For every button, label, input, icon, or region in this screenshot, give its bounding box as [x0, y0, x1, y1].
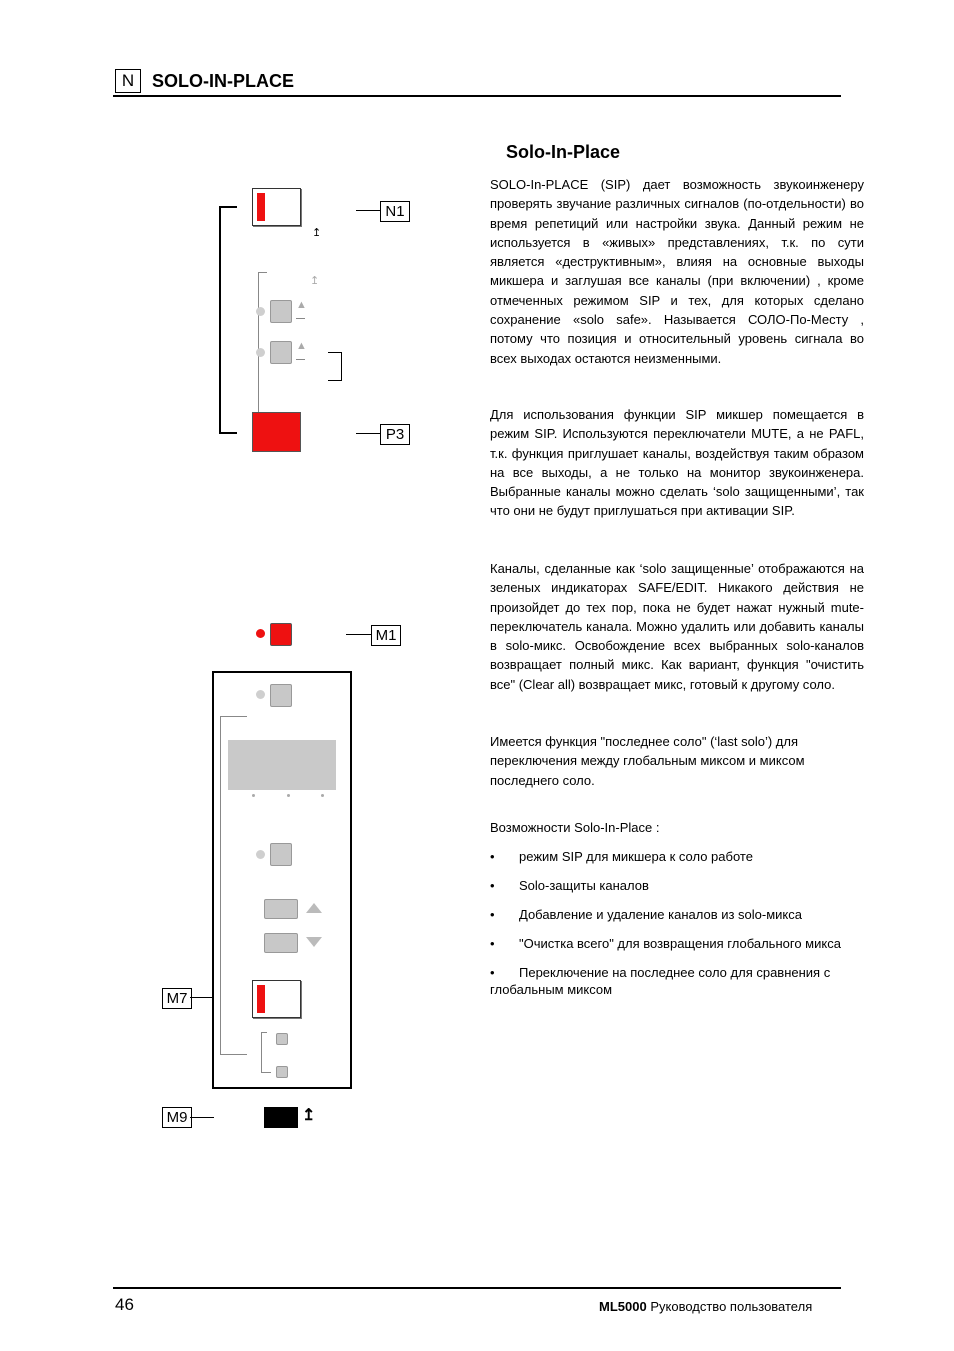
- person-icon-2: ▲: [296, 340, 307, 352]
- scroll-up-button[interactable]: [264, 899, 298, 919]
- section-heading: Solo-In-Place: [506, 142, 621, 162]
- bullet-icon: •: [490, 878, 495, 893]
- shift-arrow-icon: ↥: [312, 227, 322, 239]
- sip-master-button[interactable]: [270, 623, 292, 646]
- product-name: ML5000: [599, 1299, 647, 1314]
- small-bracket-right: [341, 352, 342, 381]
- panel-bracket-bottom: [220, 1054, 247, 1055]
- p3-leader-line: [356, 433, 380, 434]
- sip-mode-button[interactable]: [252, 188, 301, 226]
- footer-doc-title: [599, 1298, 812, 1316]
- display-dot-3: [321, 794, 324, 797]
- shift-arrow-bold-icon: ↥: [302, 1107, 316, 1124]
- scroll-down-button[interactable]: [264, 933, 298, 953]
- bullet-icon: •: [490, 907, 495, 922]
- inner-bracket-left: [258, 272, 259, 412]
- mini-bracket-bottom: [261, 1072, 271, 1073]
- panel-bracket-left: [220, 716, 221, 1054]
- channel-display: [228, 740, 336, 790]
- feature-text: Добавление и удаление каналов из solo-микса: [519, 907, 802, 922]
- shift-arrow-faded-icon: ↥: [310, 275, 320, 287]
- section-title: SOLO-IN-PLACE: [152, 71, 294, 91]
- list-item: [490, 935, 864, 952]
- person-icon: ▲: [296, 299, 307, 311]
- feature-text: "Очистка всего" для возвращения глобального микса: [519, 936, 841, 951]
- list-item: [490, 906, 864, 923]
- features-list: [490, 848, 864, 1010]
- mini-button-2[interactable]: [276, 1066, 288, 1078]
- m1-leader-line: [346, 634, 371, 635]
- n1-leader-line: [356, 210, 380, 211]
- header-rule: [113, 95, 841, 97]
- m1-red-led: [256, 629, 265, 638]
- sip-red-button[interactable]: [252, 412, 301, 452]
- up-arrow-icon: [306, 903, 322, 913]
- master-section-panel: [212, 671, 352, 1089]
- section-letter-box: N: [115, 69, 141, 93]
- list-item: [490, 848, 864, 865]
- paragraph-usage: Для использования функции SIP микшер помещается в режим SIP. Используются переключатели MUTE, а не PAFL, т.к. функция приглушает каналы, воздействуя таким образом на все выходы, а не только на монитор звукоинженера. Выбранные каналы можно сделать ‘solo защищенными’, так что они не будут приглушаться при активации SIP.: [490, 407, 864, 519]
- label-p3: P3: [380, 424, 410, 445]
- bracket-left: [219, 206, 221, 434]
- list-item: [490, 964, 864, 998]
- display-dot-2: [287, 794, 290, 797]
- footer-rule: [113, 1287, 841, 1289]
- label-n1: N1: [380, 201, 410, 222]
- feature-text: режим SIP для микшера к соло работе: [519, 849, 753, 864]
- paragraph-last-solo: Имеется функция "последнее соло" (‘last solo’) для переключения между глобальным миксом и миксом последнего соло.: [490, 734, 805, 788]
- bracket-bottom: [219, 432, 237, 434]
- panel-led-1: [256, 690, 265, 699]
- pafl-button[interactable]: [270, 341, 292, 364]
- bullet-icon: •: [490, 936, 495, 951]
- bullet-icon: •: [490, 965, 495, 980]
- person-icon-2-base: [296, 359, 305, 360]
- mini-bracket-left: [261, 1032, 262, 1072]
- inner-bracket-top: [258, 272, 267, 273]
- label-m7: M7: [162, 988, 192, 1009]
- display-dot-1: [252, 794, 255, 797]
- label-m9: M9: [162, 1107, 192, 1128]
- panel-bracket-top: [220, 716, 247, 717]
- feature-text: Переключение на последнее соло для сравнения с глобальным миксом: [490, 965, 831, 997]
- person-icon-base: [296, 318, 305, 319]
- clear-all-led: [257, 985, 265, 1013]
- sip-mode-led: [257, 193, 265, 221]
- panel-button-1[interactable]: [270, 684, 292, 707]
- small-bracket-bottom: [328, 380, 342, 381]
- small-bracket-top: [328, 352, 342, 353]
- mini-button-1[interactable]: [276, 1033, 288, 1045]
- clear-all-button[interactable]: [252, 980, 301, 1018]
- bracket-top: [219, 206, 237, 208]
- status-led: [256, 307, 265, 316]
- page-number: 46: [115, 1295, 134, 1314]
- label-m1: M1: [371, 625, 401, 646]
- m9-leader-line: [190, 1117, 214, 1118]
- status-led-2: [256, 348, 265, 357]
- paragraph-intro: SOLO-In-PLACE (SIP) дает возможность звукоинженеру проверять звучание различных сигналов (по-отдельности) во время репетиций или настройки звука. Данный режим не используется в «живых» представлениях, т.к. по сути является «деструктивным», влияя на основные выходы микшера и заглушая все каналы (при включении) , кроме отмеченных режимом SIP и тех, для которых сделано сохранение «solo safe». Называется СОЛО-По-Месту , потому что позиция и относительный уровень сигнала во всех выходах остаются неизменными.: [490, 177, 864, 366]
- panel-led-2: [256, 850, 265, 859]
- panel-button-2[interactable]: [270, 843, 292, 866]
- m7-leader-line: [190, 997, 214, 998]
- mute-button[interactable]: [270, 300, 292, 323]
- last-solo-button[interactable]: [264, 1107, 298, 1128]
- bullet-icon: •: [490, 849, 495, 864]
- down-arrow-icon: [306, 937, 322, 947]
- paragraph-safe-channels: Каналы, сделанные как ‘solo защищенные’ отображаются на зеленых индикаторах SAFE/EDIT. Никакого действия не произойдет до тех пор, пока не будет нажат нужный mute-переключатель канала. Можно удалить или добавить каналы в solo-микс. Освобождение всех выбранных solo-каналов возвращает полный микс. Как вариант, функция "очистить все" (Clear all) возвращает микс, готовый к другому соло.: [490, 561, 864, 692]
- doc-title: Руководство пользователя: [650, 1299, 813, 1314]
- features-intro: Возможности Solo-In-Place :: [490, 820, 660, 835]
- feature-text: Solo-защиты каналов: [519, 878, 649, 893]
- list-item: [490, 877, 864, 894]
